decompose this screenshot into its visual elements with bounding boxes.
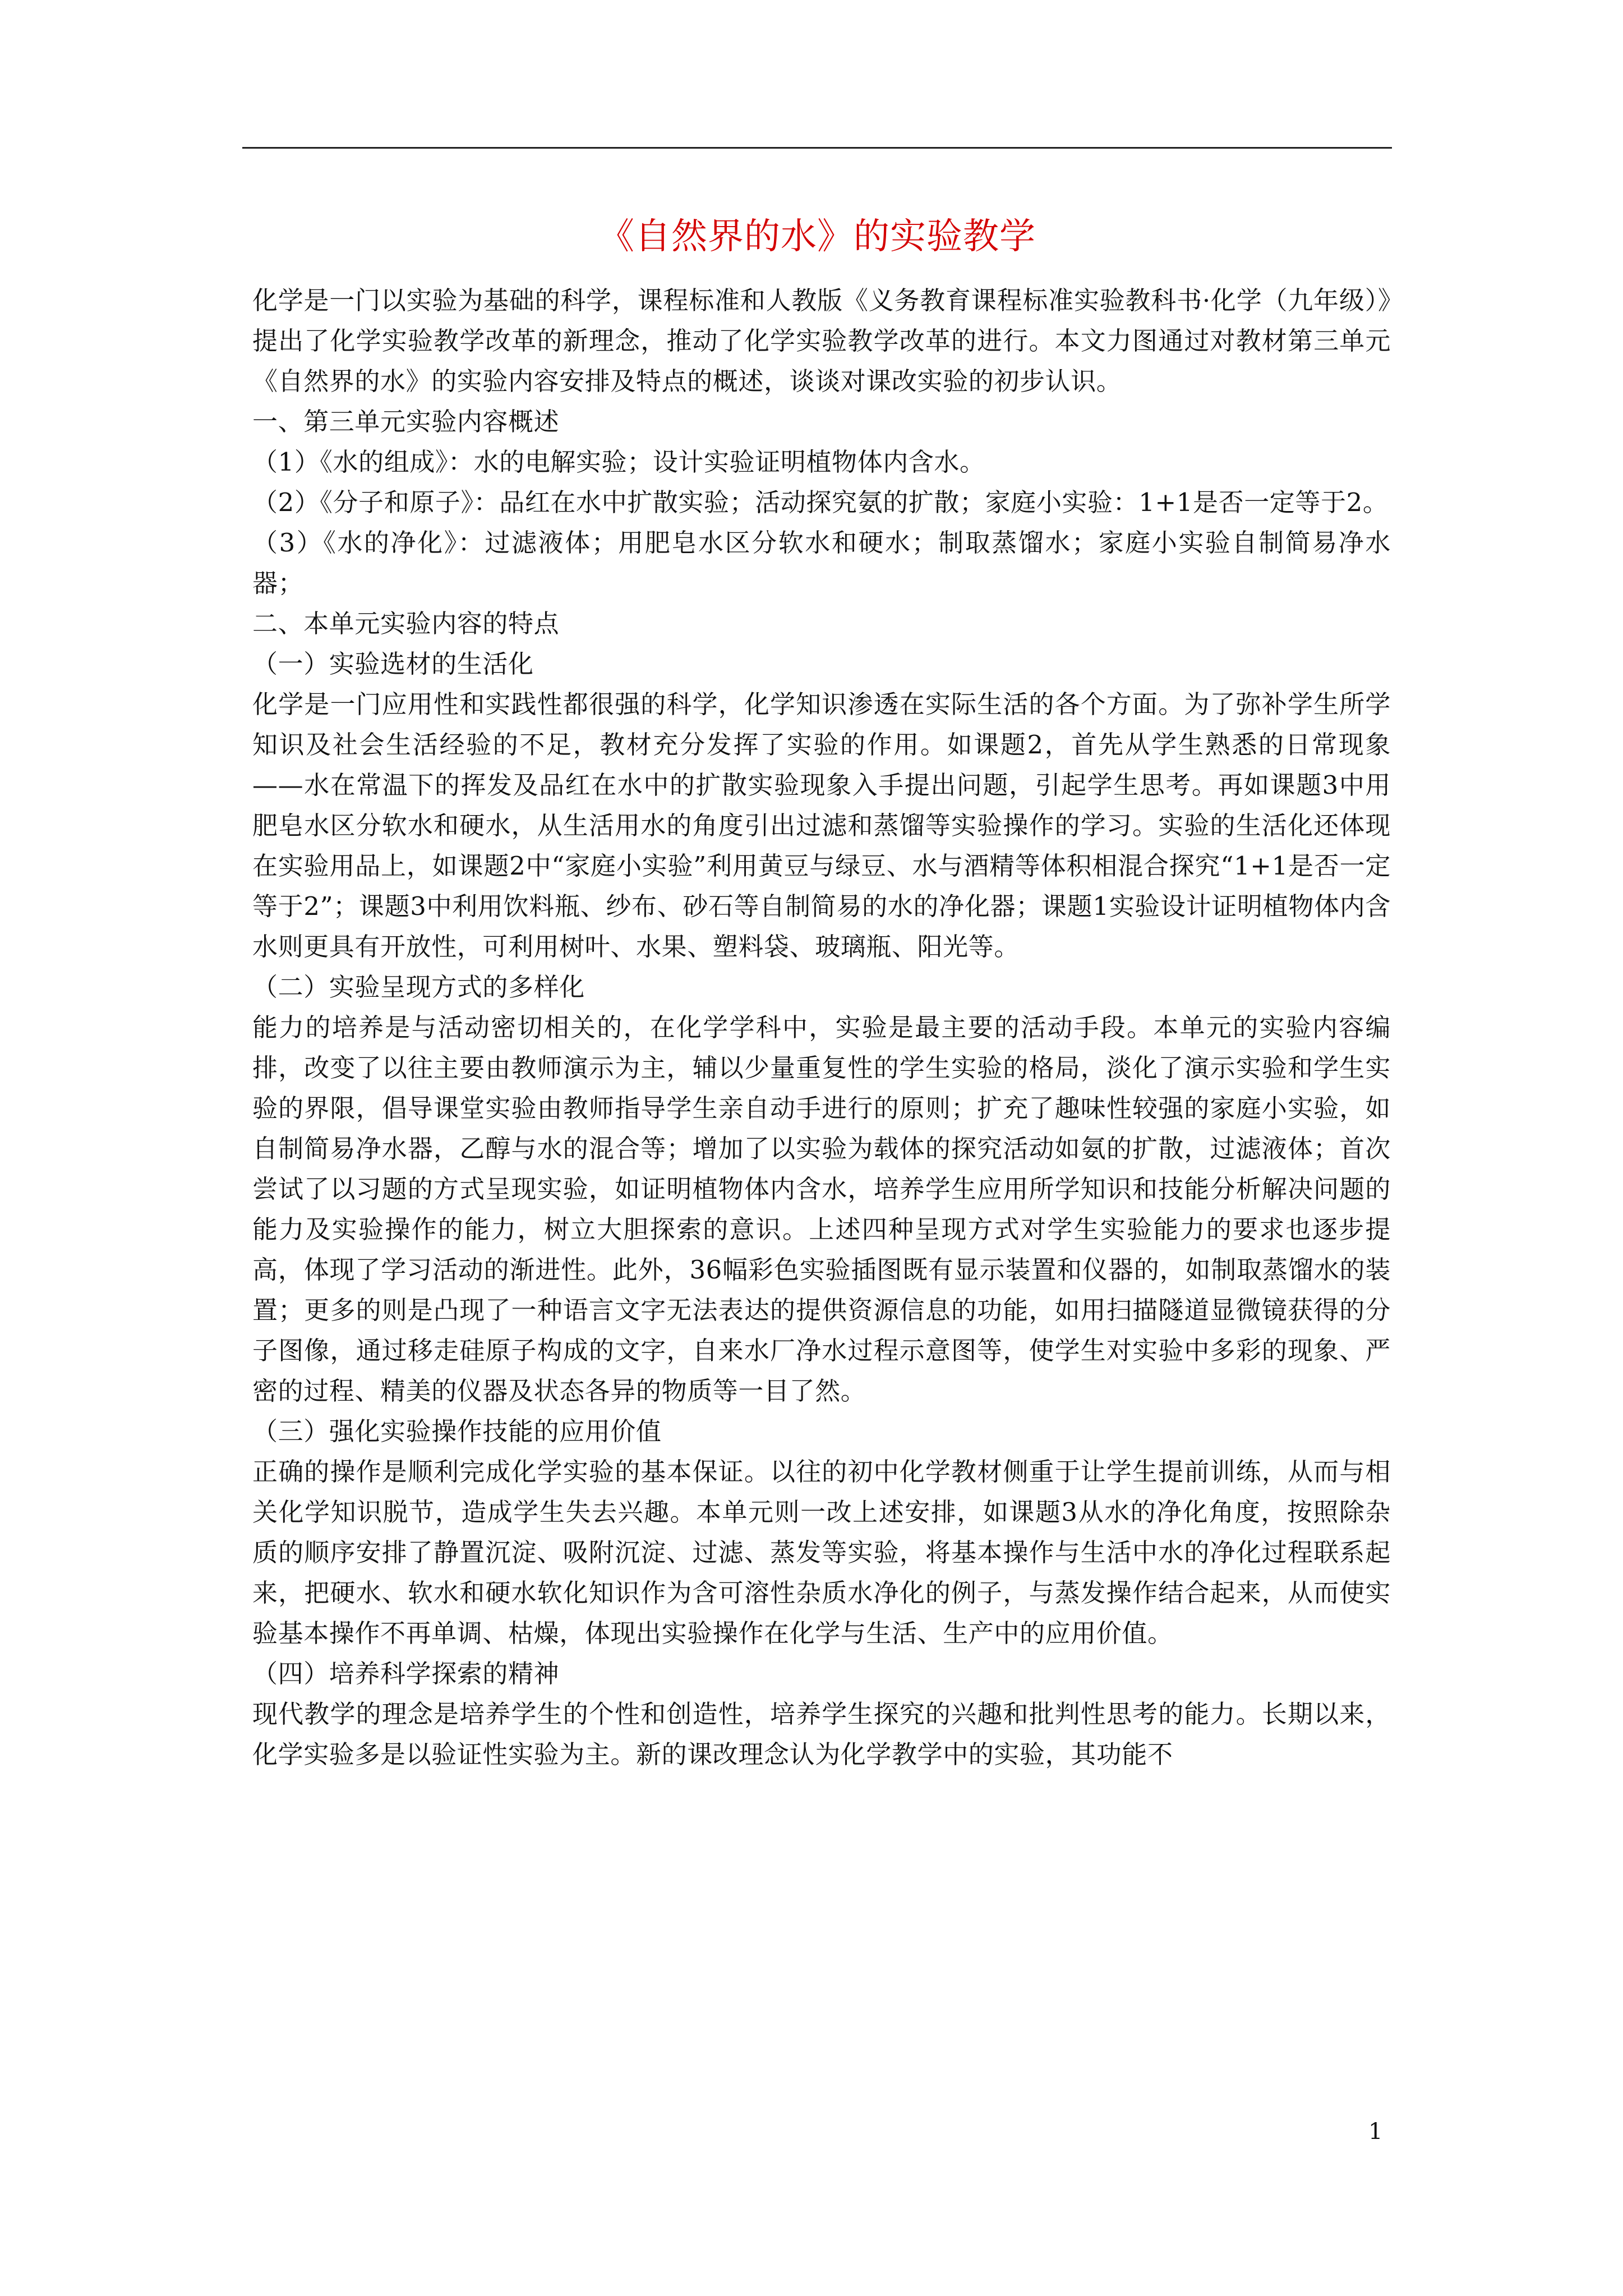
section-heading: 二、本单元实验内容的特点 (252, 609, 560, 638)
page-number: 1 (1368, 2119, 1383, 2145)
list-item: （2）《分子和原子》：品红在水中扩散实验；活动探究氨的扩散；家庭小实验：1+1是否一定等于2。 (252, 487, 1389, 517)
paragraph: 化学是一门以实验为基础的科学，课程标准和人教版《义务教育课程标准实验教科书·化学（九年级）》提出了化学实验教学改革的新理念，推动了化学实验教学改革的进行。本文力图通过对教材第三单元《自然界的水》的实验内容安排及特点的概述，谈谈对课改实验的初步认识。 (252, 286, 1391, 396)
subsection-heading: （三）强化实验操作技能的应用价值 (252, 1416, 662, 1446)
list-item: （3）《水的净化》：过滤液体；用肥皂水区分软水和硬水；制取蒸馏水；家庭小实验自制简易净水器； (252, 528, 1391, 598)
document-body (252, 280, 1391, 1775)
paragraph: 化学是一门应用性和实践性都很强的科学，化学知识渗透在实际生活的各个方面。为了弥补学生所学知识及社会生活经验的不足，教材充分发挥了实验的作用。如课题2，首先从学生熟悉的日常现象——水在常温下的挥发及品红在水中的扩散实验现象入手提出问题，引起学生思考。再如课题3中用肥皂水区分软水和硬水，从生活用水的角度引出过滤和蒸馏等实验操作的学习。实验的生活化还体现在实验用品上，如课题2中“家庭小实验”利用黄豆与绿豆、水与酒精等体积相混合探究“1+1是否一定等于2”；课题3中利用饮料瓶、纱布、砂石等自制简易的水的净化器；课题1实验设计证明植物体内含水则更具有开放性，可利用树叶、水果、塑料袋、玻璃瓶、阳光等。 (252, 689, 1391, 961)
subsection-heading: （一）实验选材的生活化 (252, 649, 534, 679)
paragraph: 正确的操作是顺利完成化学实验的基本保证。以往的初中化学教材侧重于让学生提前训练，从而与相关化学知识脱节，造成学生失去兴趣。本单元则一改上述安排，如课题3从水的净化角度，按照除杂质的顺序安排了静置沉淀、吸附沉淀、过滤、蒸发等实验，将基本操作与生活中水的净化过程联系起来，把硬水、软水和硬水软化知识作为含可溶性杂质水净化的例子，与蒸发操作结合起来，从而使实验基本操作不再单调、枯燥，体现出实验操作在化学与生活、生产中的应用价值。 (252, 1457, 1391, 1648)
section-heading: 一、第三单元实验内容概述 (252, 407, 560, 436)
subsection-heading: （二）实验呈现方式的多样化 (252, 972, 585, 1002)
list-item: （1）《水的组成》：水的电解实验；设计实验证明植物体内含水。 (252, 447, 985, 477)
document-title: 《自然界的水》的实验教学 (598, 216, 1036, 257)
paragraph: 能力的培养是与活动密切相关的，在化学学科中，实验是最主要的活动手段。本单元的实验内容编排，改变了以往主要由教师演示为主，辅以少量重复性的学生实验的格局，淡化了演示实验和学生实验的界限，倡导课堂实验由教师指导学生亲自动手进行的原则；扩充了趣味性较强的家庭小实验，如自制简易净水器，乙醇与水的混合等；增加了以实验为载体的探究活动如氨的扩散，过滤液体；首次尝试了以习题的方式呈现实验，如证明植物体内含水，培养学生应用所学知识和技能分析解决问题的能力及实验操作的能力，树立大胆探索的意识。上述四种呈现方式对学生实验能力的要求也逐步提高，体现了学习活动的渐进性。此外，36幅彩色实验插图既有显示装置和仪器的，如制取蒸馏水的装置；更多的则是凸现了一种语言文字无法表达的提供资源信息的功能，如用扫描隧道显微镜获得的分子图像，通过移走硅原子构成的文字，自来水厂净水过程示意图等，使学生对实验中多彩的现象、严密的过程、精美的仪器及状态各异的物质等一目了然。 (252, 1013, 1391, 1406)
paragraph: 现代教学的理念是培养学生的个性和创造性，培养学生探究的兴趣和批判性思考的能力。长期以来，化学实验多是以验证性实验为主。新的课改理念认为化学教学中的实验，其功能不 (252, 1699, 1391, 1769)
subsection-heading: （四）培养科学探索的精神 (252, 1659, 560, 1688)
header-rule (242, 147, 1392, 149)
